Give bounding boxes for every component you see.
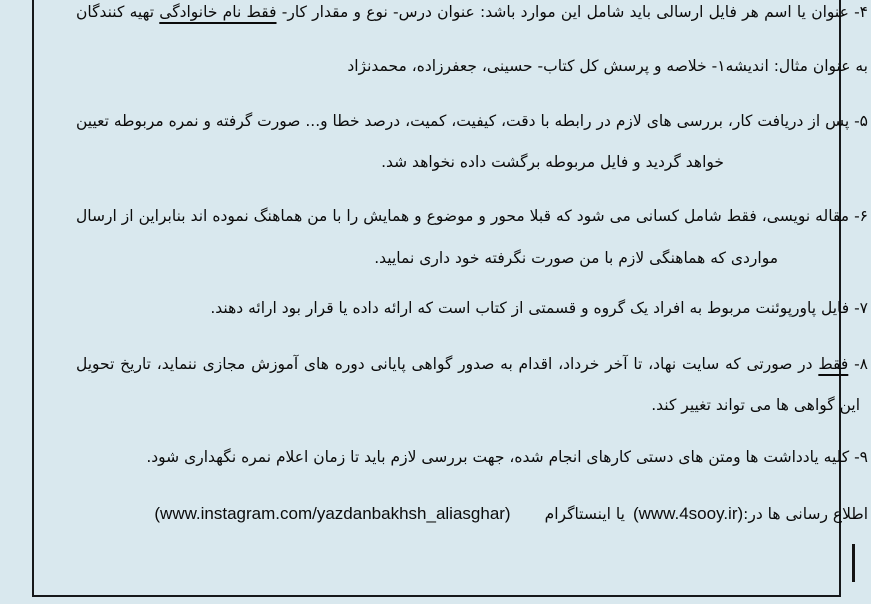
item-9-line-1: ۹- کلیه یادداشت ها ومتن های دستی کارهای انجام شده، جهت بررسی لازم باید تا زمان اعلام نمره نگهداری شود. [146, 448, 868, 466]
text-cursor [852, 544, 855, 582]
item-4-line-1 [76, 0, 868, 29]
item-6-line-1: ۶- مقاله نویسی، فقط شامل کسانی می شود که قبلا محور و موضوع و همایش را با من هماهنگ نموده اند بنابراین از ارسال [76, 207, 868, 225]
instagram-label: یا اینستاگرام [544, 505, 625, 523]
item-5-line-1: ۵- پس از دریافت کار، بررسی های لازم در رابطه با دقت، کیفیت، کمیت، درصد خطا و... صورت گرفته و نمره مربوطه تعیین [76, 112, 868, 130]
item-5-line-2: خواهد گردید و فایل مربوطه برگشت داده نخواهد شد. [381, 153, 724, 171]
item-4-underlined-emphasis: فقط نام خانوادگی [159, 3, 277, 21]
item-4-text-after-emphasis: تهیه کنندگان [76, 3, 160, 21]
contact-info-label: اطلاع رسانی ها در: [743, 505, 868, 523]
item-4-text-before-emphasis: ۴- عنوان یا اسم هر فایل ارسالی باید شامل این موارد باشد: عنوان درس- نوع و مقدار کار- [276, 3, 868, 21]
item-8-number: ۸- [848, 355, 868, 373]
contact-info-line [76, 504, 868, 538]
text-frame[interactable] [32, 0, 868, 597]
item-8-line-1 [76, 349, 868, 381]
instagram-url-text: (www.instagram.com/yazdanbakhsh_aliasghar) [154, 504, 511, 523]
item-7-line-1: ۷- فایل پاورپوئنت مربوط به افراد یک گروه و قسمتی از کتاب است که ارائه داده یا قرار بود ارائه دهند. [210, 299, 868, 317]
item-8-text-after-emphasis: در صورتی که سایت نهاد، تا آخر خرداد، اقدام به صدور گواهی پایانی دوره های آموزش مجازی ننماید، تاریخ تحویل [76, 355, 819, 373]
item-8-underlined-emphasis: فقط [818, 355, 849, 373]
item-6-line-2: مواردی که هماهنگی لازم با من صورت نگرفته خود داری نمایید. [374, 249, 778, 267]
website-url-text: (www.4sooy.ir) [632, 504, 744, 523]
item-8-line-2: این گواهی ها می تواند تغییر کند. [651, 396, 860, 414]
item-4-line-2: به عنوان مثال: اندیشه۱- خلاصه و پرسش کل کتاب- حسینی، جعفرزاده، محمدنژاد [347, 57, 868, 75]
